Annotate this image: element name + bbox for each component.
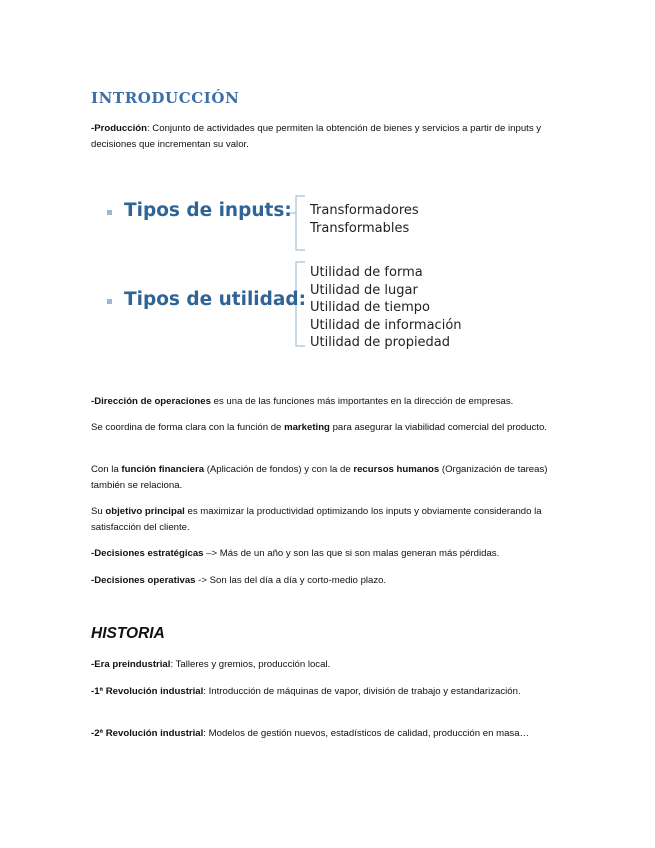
historia-item-label: -Era preindustrial [91,659,171,670]
objetivo-paragraph [91,504,561,535]
utilidad-item: Utilidad de información [310,317,462,333]
financiera-paragraph [91,462,561,493]
marketing-bold: marketing [284,422,330,433]
marketing-paragraph [91,420,561,436]
historia-item-label: -2ª Revolución industrial [91,728,204,739]
bullet-icon [107,210,112,215]
estrategicas-label: -Decisiones estratégicas [91,548,204,559]
direccion-text: es una de las funciones más importantes en la dirección de empresas. [210,396,514,407]
tipos-inputs-label: Tipos de inputs: [124,200,292,221]
bullet-icon [107,299,112,304]
inputs-item: Transformadores [310,203,419,218]
financiera-pre: Con la [91,464,122,475]
financiera-bold: función financiera [121,464,205,475]
inputs-list [310,202,419,237]
historia-item-label: -1ª Revolución industrial [91,686,204,697]
inputs-item: Transformables [310,220,410,236]
objetivo-bold: objetivo principal [105,506,185,517]
direccion-paragraph [91,394,561,410]
tipos-utilidad-label: Tipos de utilidad: [124,289,307,310]
produccion-text: : Conjunto de actividades que permiten la obtención de bienes y servicios a partir de inputs y decisiones que incrementan su valor. [91,123,542,150]
utilidad-item: Utilidad de tiempo [310,300,431,315]
marketing-pre: Se coordina de forma clara con la función de [91,422,285,433]
rrhh-bold: recursos humanos [353,464,440,475]
operativas-text: -> Son las del día a día y corto-medio plazo. [195,575,387,586]
produccion-label: -Producción [91,123,147,134]
historia-item-text: : Talleres y gremios, producción local. [170,659,331,670]
marketing-post: para asegurar la viabilidad comercial del producto. [329,422,547,433]
estrategicas-paragraph [91,546,561,562]
historia-item [91,726,561,742]
section-title-introduccion: INTRODUCCIÓN [91,89,240,107]
historia-item [91,657,561,673]
historia-item-text: : Modelos de gestión nuevos, estadísticos de calidad, producción en masa… [203,728,530,739]
utilidad-item: Utilidad de lugar [310,282,418,298]
financiera-mid: (Aplicación de fondos) y con la de [204,464,354,475]
financiera-post: (Organización de tareas) también se relaciona. [91,464,548,491]
section-title-historia: HISTORIA [91,625,165,642]
operativas-label: -Decisiones operativas [91,575,196,586]
objetivo-pre: Su [91,506,106,517]
inputs-bracket [296,196,305,250]
utilidad-list [310,264,462,352]
estrategicas-text: –> Más de un año y son las que si son malas generan más pérdidas. [203,548,500,559]
utilidad-item: Utilidad de propiedad [310,335,451,350]
direccion-label: -Dirección de operaciones [91,396,211,407]
utilidad-item: Utilidad de forma [310,265,423,280]
historia-item-text: : Introducción de máquinas de vapor, división de trabajo y estandarización. [203,686,521,697]
objetivo-post: es maximizar la productividad optimizando los inputs y obviamente considerando la satisfacción del cliente. [91,506,542,533]
operativas-paragraph [91,573,561,589]
historia-item [91,684,561,700]
